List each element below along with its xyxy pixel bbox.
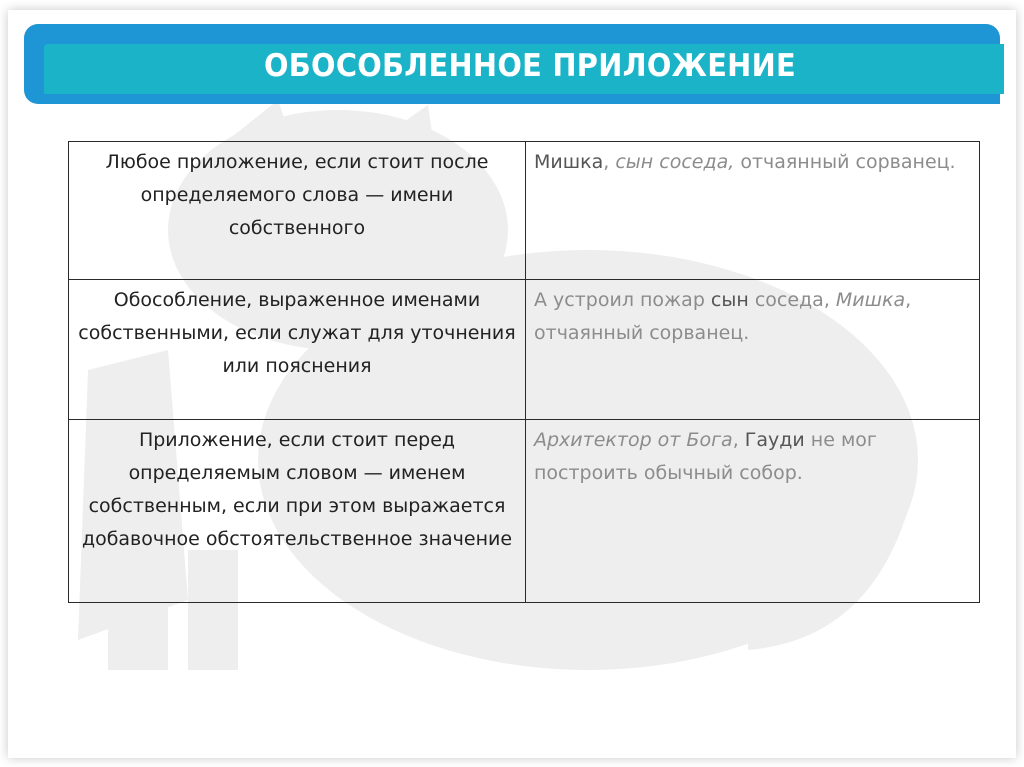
slide-title: ОБОСОБЛЕННОЕ ПРИЛОЖЕНИЕ	[264, 48, 796, 84]
example-text: А устроил пожар	[534, 289, 711, 311]
example-text: ,	[603, 151, 616, 173]
example-appositive: Мишка	[835, 289, 906, 311]
table-row	[69, 420, 980, 603]
example-cell	[526, 280, 980, 420]
example-appositive: Архитектор от Бога	[534, 429, 733, 451]
example-highlight: сын	[710, 289, 749, 311]
example-text: , отчаянный сорванец.	[534, 289, 912, 344]
example-text: ,	[732, 429, 745, 451]
table-row	[69, 280, 980, 420]
example-cell	[526, 142, 980, 280]
table-row	[69, 142, 980, 280]
rule-cell: Любое приложение, если стоит после определяемого слова — имени собственного	[69, 142, 526, 280]
example-text: не мог построить обычный собор.	[534, 429, 877, 484]
rules-table	[68, 141, 980, 603]
example-text: отчаянный сорванец.	[734, 151, 956, 173]
rule-cell: Приложение, если стоит перед определяемым словом — именем собственным, если при этом выражается добавочное обстоятельственное значение	[69, 420, 526, 603]
example-text: соседа,	[748, 289, 836, 311]
example-cell	[526, 420, 980, 603]
example-appositive: сын соседа,	[615, 151, 735, 173]
rule-cell: Обособление, выраженное именами собственными, если служат для уточнения или пояснения	[69, 280, 526, 420]
example-highlight: Мишка	[534, 151, 604, 173]
example-highlight: Гауди	[744, 429, 805, 451]
